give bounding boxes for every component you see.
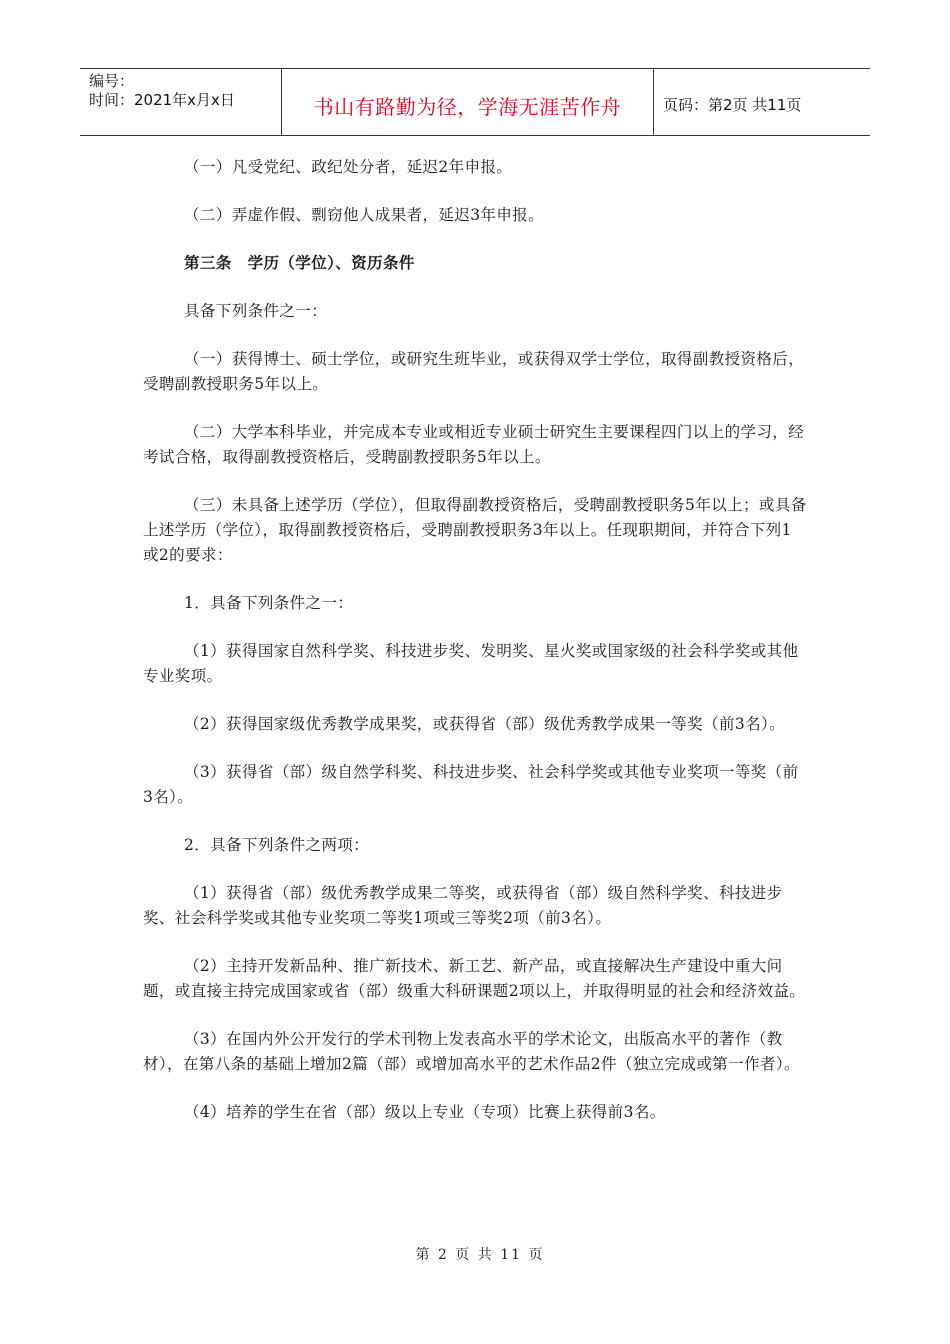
page-footer: 第 2 页 共 11 页: [415, 1247, 545, 1263]
paragraph-sub-2: 2．具备下列条件之两项：: [184, 836, 370, 854]
paragraph-intro: 具备下列条件之一：: [184, 302, 328, 320]
paragraph-condition-3: （三）未具备上述学历（学位），但取得副教授资格后，受聘副教授职务5年以上；或具备上述学历（学位），取得副教授资格后，受聘副教授职务3年以上。任现职期间，并符合下列1或2的要求：: [143, 496, 807, 564]
header-motto: 书山有路勤为径，学海无涯苦作舟: [282, 69, 654, 135]
paragraph-condition-2: （二）大学本科毕业，并完成本专业或相近专业硕士研究生主要课程四门以上的学习，经考试合格，取得副教授资格后，受聘副教授职务5年以上。: [143, 423, 805, 466]
paragraph-condition-1: （一）获得博士、硕士学位，或研究生班毕业，或获得双学士学位，取得副教授资格后，受聘副教授职务5年以上。: [143, 350, 805, 393]
article-3-heading: 第三条 学历（学位）、资历条件: [184, 254, 415, 272]
document-number-label: 编号：: [89, 72, 135, 90]
paragraph-sub-2-item-4: （4）培养的学生在省（部）级以上专业（专项）比赛上获得前3名。: [184, 1103, 666, 1121]
paragraph-penalty-1: （一）凡受党纪、政纪处分者，延迟2年申报。: [184, 158, 513, 176]
paragraph-sub-2-item-3: （3）在国内外公开发行的学术刊物上发表高水平的学术论文，出版高水平的著作（教材），在第八条的基础上增加2篇（部）或增加高水平的艺术作品2件（独立完成或第一作者）。: [143, 1030, 800, 1073]
page-header: [80, 68, 870, 136]
paragraph-sub-1-item-3: （3）获得省（部）级自然学科奖、科技进步奖、社会科学奖或其他专业奖项一等奖（前3名）。: [143, 763, 799, 806]
paragraph-sub-1-item-2: （2）获得国家级优秀教学成果奖，或获得省（部）级优秀教学成果一等奖（前3名）。: [184, 715, 786, 733]
paragraph-sub-2-item-2: （2）主持开发新品种、推广新技术、新工艺、新产品，或直接解决生产建设中重大问题，或直接主持完成国家或省（部）级重大科研课题2项以上，并取得明显的社会和经济效益。: [143, 957, 806, 1000]
header-meta: [80, 69, 282, 135]
paragraph-sub-1: 1．具备下列条件之一：: [184, 594, 354, 612]
paragraph-sub-2-item-1: （1）获得省（部）级优秀教学成果二等奖，或获得省（部）级自然科学奖、科技进步奖、社会科学奖或其他专业奖项二等奖1项或三等奖2项（前3名）。: [143, 884, 783, 927]
document-body: [143, 155, 807, 1148]
header-page-info: 页码：第2页 共11页: [663, 95, 802, 114]
paragraph-penalty-2: （二）弄虚作假、剽窃他人成果者，延迟3年申报。: [184, 206, 545, 224]
paragraph-sub-1-item-1: （1）获得国家自然科学奖、科技进步奖、发明奖、星火奖或国家级的社会科学奖或其他专业奖项。: [143, 642, 799, 685]
document-time-label: 时间：2021年x月x日: [89, 91, 235, 109]
